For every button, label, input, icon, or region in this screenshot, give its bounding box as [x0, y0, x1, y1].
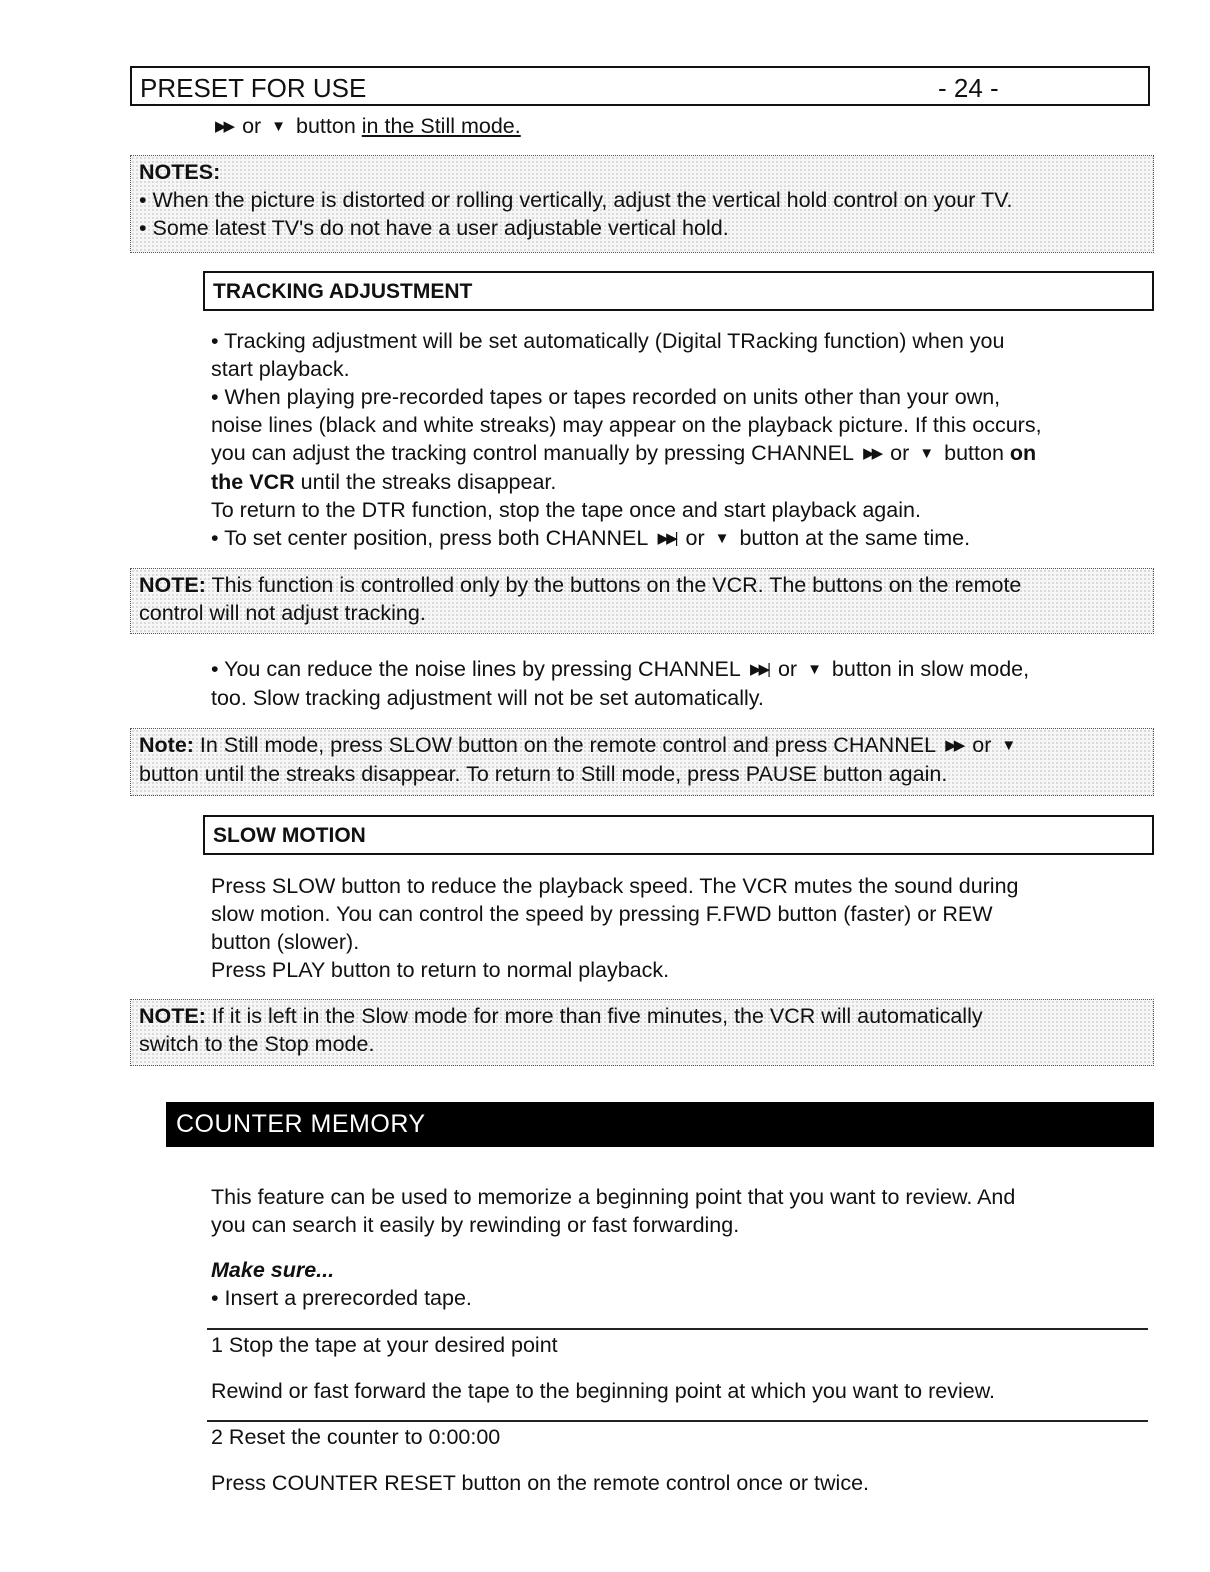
note-label: NOTE: [139, 573, 206, 597]
channel-down-icon: ▼ [271, 118, 287, 135]
make-sure-block: Make sure... • Insert a prerecorded tape. [211, 1256, 1146, 1312]
step-1-text: Rewind or fast forward the tape to the beginning point at which you want to review. [211, 1379, 996, 1403]
tracking-note-box: NOTE: This function is controlled only by the buttons on the VCR. The buttons on the remote control will not adjust tracking. [130, 568, 1154, 634]
tracking-body: • Tracking adjustment will be set automatically (Digital TRacking function) when you start playback. • When playing pre-recorded tapes or tapes recorded on units other than your own, noise lines (black and white streaks) may appear on the playback picture. If this occurs, you can adjust the tracking control manually by pressing CHANNEL ▶▶ or ▼ button on the VCR until the streaks disappear. To return to the DTR function, stop the tape once and start playback again. • To set center position, press both CHANNEL ▶▶| or ▼ button at the same time. [211, 329, 1042, 550]
channel-down-icon: ▼ [714, 530, 730, 547]
note-label: NOTE: [139, 1004, 206, 1028]
tracking-slow-body: • You can reduce the noise lines by pressing CHANNEL ▶▶| or ▼ button in slow mode, too. Slow tracking adjustment will not be set automatically. [211, 657, 1030, 710]
page-number: - 24 - [938, 73, 999, 103]
make-sure-label: Make sure... [211, 1258, 335, 1282]
note-item: • When the picture is distorted or rolling vertically, adjust the vertical hold control on your TV. [139, 188, 1013, 212]
channel-up-icon: ▶▶ [945, 737, 963, 754]
channel-down-icon: ▼ [807, 661, 822, 678]
slow-motion-body: Press SLOW button to reduce the playback speed. The VCR mutes the sound during slow motion. You can control the speed by pressing F.FWD button (faster) or REW button (slower). Press PLAY button to return to normal playback. [211, 874, 1019, 982]
notes-box [130, 155, 1154, 253]
counter-memory-banner: COUNTER MEMORY [166, 1102, 1154, 1147]
channel-up-icon: ▶▶| [750, 661, 768, 678]
channel-down-icon: ▼ [919, 445, 935, 462]
step-1-title: 1 Stop the tape at your desired point [211, 1333, 558, 1357]
step-2-title: 2 Reset the counter to 0:00:00 [211, 1425, 501, 1449]
channel-up-icon: ▶▶| [657, 530, 676, 547]
still-mode-note-box: Note: In Still mode, press SLOW button on the remote control and press CHANNEL ▶▶ or ▼ button until the streaks disappear. To return to Still mode, press PAUSE button again. [130, 728, 1154, 796]
page-header [130, 66, 1150, 106]
step-divider [207, 1328, 1148, 1330]
notes-label: NOTES: [139, 160, 221, 184]
section-heading-slow-motion: SLOW MOTION [203, 815, 1154, 855]
counter-intro: This feature can be used to memorize a beginning point that you want to review. And you can search it easily by rewinding or fast forwarding. [211, 1185, 1016, 1237]
note-label: Note: [139, 733, 194, 757]
step-divider [207, 1420, 1148, 1422]
step-2-text: Press COUNTER RESET button on the remote control once or twice. [211, 1471, 870, 1495]
channel-up-icon: ▶▶ [215, 118, 233, 135]
page-title: PRESET FOR USE [140, 73, 367, 103]
slow-note-box: NOTE: If it is left in the Slow mode for more than five minutes, the VCR will automatically switch to the Stop mode. [130, 999, 1154, 1066]
note-item: • Some latest TV's do not have a user adjustable vertical hold. [139, 216, 729, 240]
channel-down-icon: ▼ [1001, 737, 1017, 754]
channel-up-icon: ▶▶ [863, 445, 881, 462]
section-heading-tracking: TRACKING ADJUSTMENT [203, 271, 1154, 311]
continuation-line: ▶▶ or ▼ button in the Still mode. [211, 112, 521, 141]
